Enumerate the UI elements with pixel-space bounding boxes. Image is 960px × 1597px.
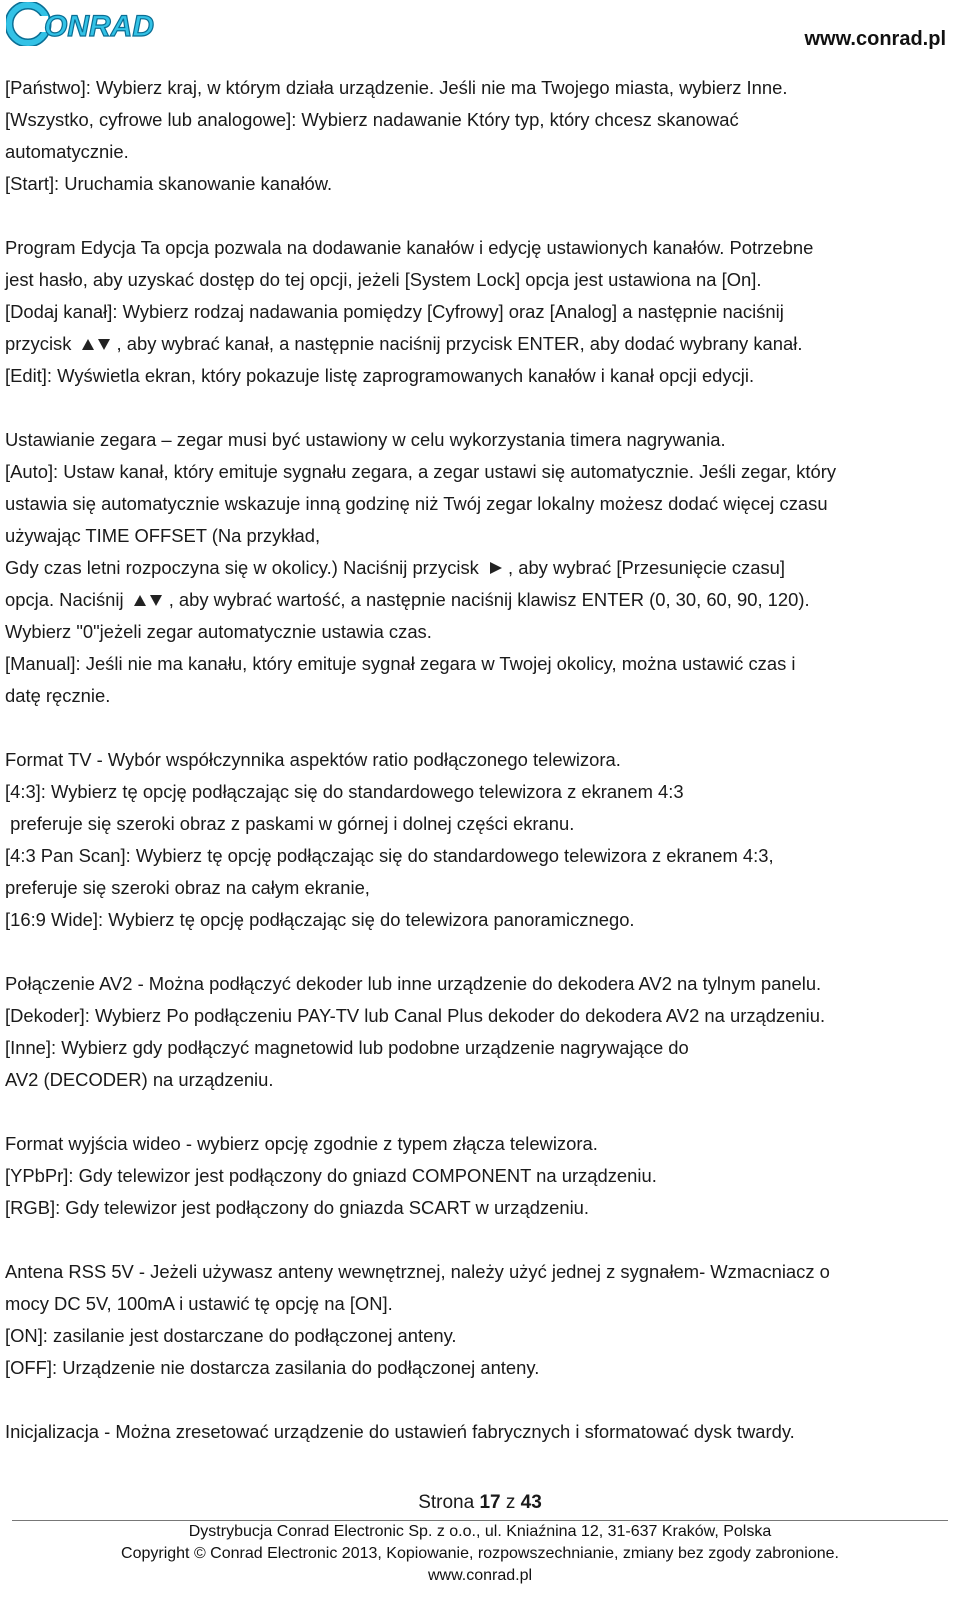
paragraph: [Dekoder]: Wybierz Po podłączeniu PAY-TV lub Canal Plus dekoder do dekodera AV2 na urządzeniu. <box>5 1005 826 1026</box>
footer-copyright: Copyright © Conrad Electronic 2013, Kopiowanie, rozpowszechnianie, zmiany bez zgody zabronione. <box>121 1545 839 1562</box>
text-fragment: , aby wybrać wartość, a następnie naciśnij klawisz ENTER (0, 30, 60, 90, 120). <box>168 589 810 610</box>
paragraph: [4:3 Pan Scan]: Wybierz tę opcję podłączając się do standardowego telewizora z ekranem 4:3, <box>5 845 774 866</box>
paragraph <box>5 584 950 616</box>
paragraph: datę ręcznie. <box>5 685 111 706</box>
page-header <box>0 0 960 60</box>
conrad-logo <box>6 2 166 46</box>
text-fragment: przycisk <box>5 333 72 354</box>
paragraph: [Państwo]: Wybierz kraj, w którym działa urządzenie. Jeśli nie ma Twojego miasta, wybierz Inne. <box>5 77 788 98</box>
paragraph <box>5 328 950 360</box>
paragraph: Wybierz "0"jeżeli zegar automatycznie ustawia czas. <box>5 621 432 642</box>
paragraph: [Edit]: Wyświetla ekran, który pokazuje listę zaprogramowanych kanałów i kanał opcji edycji. <box>5 365 755 386</box>
section-av2: Połączenie AV2 - Można podłączyć dekoder lub inne urządzenie do dekodera AV2 na tylnym panelu. <box>5 973 822 994</box>
paragraph: używając TIME OFFSET (Na przykład, <box>5 525 321 546</box>
paragraph <box>5 552 950 584</box>
paragraph: jest hasło, aby uzyskać dostęp do tej opcji, jeżeli [System Lock] opcja jest ustawiona na [On]. <box>5 269 762 290</box>
paragraph: preferuje się szeroki obraz z paskami w górnej i dolnej części ekranu. <box>5 813 575 834</box>
section-zegar: Ustawianie zegara – zegar musi być ustawiony w celu wykorzystania timera nagrywania. <box>5 429 726 450</box>
svg-text:ONRAD: ONRAD <box>44 10 154 43</box>
section-program-edycja: Program Edycja Ta opcja pozwala na dodawanie kanałów i edycję ustawionych kanałów. Potrzebne <box>5 237 814 258</box>
paragraph: [RGB]: Gdy telewizor jest podłączony do gniazda SCART w urządzeniu. <box>5 1197 590 1218</box>
footer-url[interactable]: www.conrad.pl <box>427 1567 533 1584</box>
section-antena: Antena RSS 5V - Jeżeli używasz anteny wewnętrznej, należy użyć jednej z sygnałem- Wzmacniacz o <box>5 1261 830 1282</box>
section-format-tv: Format TV - Wybór współczynnika aspektów ratio podłączonego telewizora. <box>5 749 621 770</box>
paragraph: [YPbPr]: Gdy telewizor jest podłączony do gniazd COMPONENT na urządzeniu. <box>5 1165 657 1186</box>
paragraph: AV2 (DECODER) na urządzeniu. <box>5 1069 274 1090</box>
spacer <box>5 712 950 744</box>
page-total: 43 <box>520 1492 542 1513</box>
paragraph: [Auto]: Ustaw kanał, który emituje sygnału zegara, a zegar ustawi się automatycznie. Jeśli zegar, który <box>5 461 837 482</box>
up-down-arrows-icon <box>77 337 117 351</box>
paragraph: [4:3]: Wybierz tę opcję podłączając się do standardowego telewizora z ekranem 4:3 <box>5 781 684 802</box>
document-body <box>5 72 950 1448</box>
paragraph: mocy DC 5V, 100mA i ustawić tę opcję na [ON]. <box>5 1293 393 1314</box>
paragraph: [Start]: Uruchamia skanowanie kanałów. <box>5 173 333 194</box>
text-fragment: opcja. Naciśnij <box>5 589 124 610</box>
site-url[interactable]: www.conrad.pl <box>804 28 946 50</box>
footer-address: Dystrybucja Conrad Electronic Sp. z o.o., ul. Kniaźnina 12, 31-637 Kraków, Polska <box>188 1523 772 1540</box>
paragraph: [Wszystko, cyfrowe lub analogowe]: Wybierz nadawanie Który typ, który chcesz skanować <box>5 109 739 130</box>
spacer <box>5 392 950 424</box>
paragraph: [Inne]: Wybierz gdy podłączyć magnetowid lub podobne urządzenie nagrywające do <box>5 1037 689 1058</box>
spacer <box>5 1096 950 1128</box>
paragraph: preferuje się szeroki obraz na całym ekranie, <box>5 877 370 898</box>
text-fragment: , aby wybrać [Przesunięcie czasu] <box>508 557 785 578</box>
paragraph: ustawia się automatycznie wskazuje inną godzinę niż Twój zegar lokalny możesz dodać więcej czasu <box>5 493 828 514</box>
page-current: 17 <box>479 1492 501 1513</box>
text-fragment: , aby wybrać kanał, a następnie naciśnij przycisk ENTER, aby dodać wybrany kanał. <box>116 333 803 354</box>
paragraph: [16:9 Wide]: Wybierz tę opcję podłączając się do telewizora panoramicznego. <box>5 909 635 930</box>
paragraph: [OFF]: Urządzenie nie dostarcza zasilania do podłączonej anteny. <box>5 1357 540 1378</box>
paragraph: [Dodaj kanał]: Wybierz rodzaj nadawania pomiędzy [Cyfrowy] oraz [Analog] a następnie naciśnij <box>5 301 784 322</box>
page-footer <box>0 1492 960 1587</box>
page-number <box>0 1492 960 1520</box>
section-inicjalizacja: Inicjalizacja - Można zresetować urządzenie do ustawień fabrycznych i sformatować dysk twardy. <box>5 1421 795 1442</box>
paragraph: automatycznie. <box>5 141 129 162</box>
right-arrow-icon <box>484 561 508 575</box>
spacer <box>5 200 950 232</box>
page-prefix: Strona <box>418 1492 475 1513</box>
up-down-arrows-icon <box>129 593 169 607</box>
text-fragment: Gdy czas letni rozpoczyna się w okolicy.) Naciśnij przycisk <box>5 557 479 578</box>
paragraph: [ON]: zasilanie jest dostarczane do podłączonej anteny. <box>5 1325 457 1346</box>
page-separator: z <box>505 1492 516 1513</box>
spacer <box>5 936 950 968</box>
spacer <box>5 1384 950 1416</box>
spacer <box>5 1224 950 1256</box>
paragraph: [Manual]: Jeśli nie ma kanału, który emituje sygnał zegara w Twojej okolicy, można ustawić czas i <box>5 653 796 674</box>
section-format-wyjscia: Format wyjścia wideo - wybierz opcję zgodnie z typem złącza telewizora. <box>5 1133 598 1154</box>
